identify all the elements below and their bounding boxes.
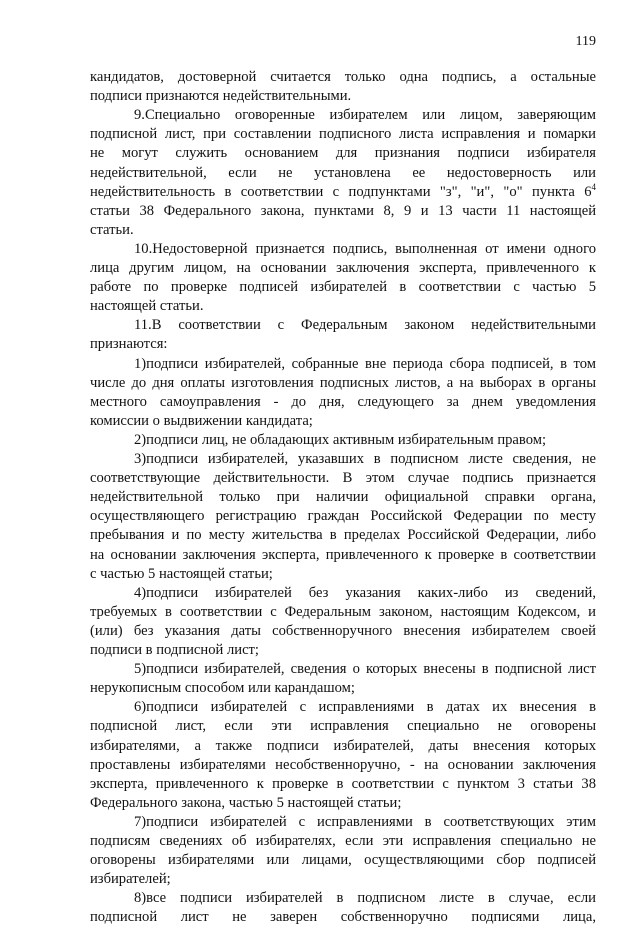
text-line: 9.Специально оговоренные избирателем или лицом, заверяющим bbox=[134, 107, 596, 124]
text-line: нерукописным способом или карандашом; bbox=[90, 680, 355, 697]
text-line: с частью 5 настоящей статьи; bbox=[90, 565, 273, 582]
text-line: 6)подписи избирателей с исправлениями в датах их внесения в bbox=[134, 699, 596, 716]
text-line: 4)подписи избирателей без указания каких-либо из сведений, bbox=[134, 584, 596, 601]
text-line: 2)подписи лиц, не обладающих активным избирательным правом; bbox=[134, 431, 547, 448]
text-line: осуществляющего регистрацию граждан Российской Федерации по месту bbox=[90, 508, 596, 525]
text-line: статьи 38 Федерального закона, пунктами 8, 9 и 13 части 11 настоящей bbox=[90, 202, 596, 219]
text-line: 1)подписи избирателей, собранные вне периода сбора подписей, в том bbox=[134, 355, 596, 372]
text-line: избирателей; bbox=[90, 871, 171, 888]
text-line: работе по проверке подписей избирателей в соответствии с частью 5 bbox=[90, 279, 596, 296]
text-line: избирателями, а также подписи избирателей, даты внесения которых bbox=[90, 737, 596, 754]
text-line: комиссии о выдвижении кандидата; bbox=[90, 412, 313, 429]
text-line: на основании заключения эксперта, привлеченного к проверке в соответствии bbox=[90, 546, 596, 563]
text-line: настоящей статьи. bbox=[90, 298, 204, 315]
text-line: 10.Недостоверной признается подпись, выполненная от имени одного bbox=[134, 240, 596, 257]
text-line: кандидатов, достоверной считается только одна подпись, а остальные bbox=[90, 69, 596, 85]
text-line: подписи в подписной лист; bbox=[90, 642, 259, 658]
text-line: подписной лист не заверен собственноручно подписями лица, bbox=[90, 909, 596, 926]
text-line: оговорены избирателями или лицами, осуществляющими сбор подписей bbox=[90, 852, 596, 869]
text-line: соответствующие действительности. В этом случае подпись признается bbox=[90, 470, 596, 487]
text-line: подписной лист, при составлении подписного листа исправления и помарки bbox=[90, 126, 596, 143]
text-line: (или) без указания даты собственноручного внесения избирателем своей bbox=[90, 622, 596, 639]
text-line: эксперта, привлеченного к проверке в соответствии с пунктом 3 статьи 38 bbox=[90, 775, 596, 792]
text-line: пребывания и по месту жительства в пределах Российской Федерации, либо bbox=[90, 527, 596, 544]
text-line: недействительной только при наличии официальной справки органа, bbox=[90, 489, 596, 506]
text-line: недействительность в соответствии с подпунктами "з", "и", "о" пункта $6^4$ bbox=[90, 181, 596, 200]
text-line: лица другим лицом, на основании заключения эксперта, привлеченного к bbox=[90, 260, 596, 276]
text-line: Федерального закона, частью 5 настоящей статьи; bbox=[90, 794, 402, 811]
text-line: подписной лист, если эти исправления специально не оговорены bbox=[90, 718, 596, 735]
text-line: признаются: bbox=[90, 336, 168, 353]
text-line: 8)все подписи избирателей в подписном листе в случае, если bbox=[134, 890, 596, 907]
text-line: подписям сведениях об избирателях, если эти исправления специально не bbox=[90, 833, 596, 849]
text-line: 7)подписи избирателей с исправлениями в соответствующих этим bbox=[134, 813, 596, 830]
text-line: проставлены избирателями несобственноручно, - на основании заключения bbox=[90, 756, 596, 773]
text-line: статьи. bbox=[90, 221, 134, 238]
footnote-marker: 4 bbox=[591, 181, 596, 192]
text-line: не могут служить основанием для признания подписи избирателя bbox=[90, 145, 596, 162]
text-line: недействительной, если не установлена ее недостоверность или bbox=[90, 164, 596, 181]
text-line: 5)подписи избирателей, сведения о которых внесены в подписной лист bbox=[134, 661, 596, 678]
text-line: числе до дня оплаты изготовления подписных листов, а на выборах в органы bbox=[90, 374, 596, 391]
text-line: 3)подписи избирателей, указавших в подписном листе сведения, не bbox=[134, 451, 596, 467]
text-line: местного самоуправления - до дня, следующего за днем уведомления bbox=[90, 393, 596, 410]
text-line: подписи признаются недействительными. bbox=[90, 88, 352, 105]
text-line: 11.В соответствии с Федеральным законом недействительными bbox=[134, 317, 596, 334]
page-number: 119 bbox=[575, 34, 596, 49]
text-line: требуемых в соответствии с Федеральным законом, настоящим Кодексом, и bbox=[90, 603, 596, 620]
